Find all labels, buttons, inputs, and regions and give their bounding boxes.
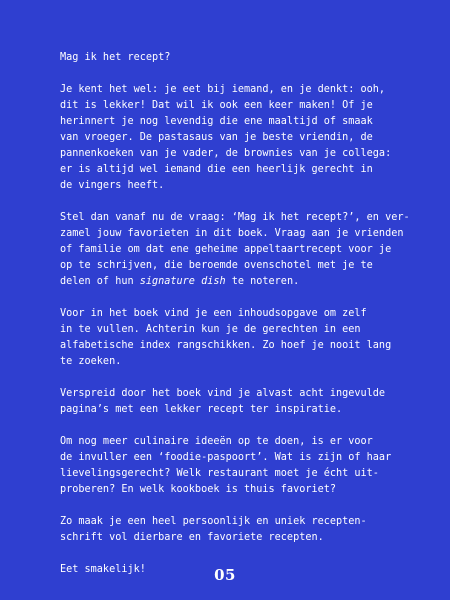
paragraph-line: Zo maak je een heel persoonlijk en uniek recepten-	[60, 516, 367, 527]
paragraph-summary	[60, 514, 392, 546]
paragraph-line: er is altijd wel iemand die een heerlijk gerecht in	[60, 164, 373, 175]
page-number: 05	[214, 566, 236, 584]
paragraph-line: Om nog meer culinaire ideeën op te doen, is er voor	[60, 436, 373, 447]
paragraph-intro	[60, 82, 392, 194]
paragraph-line: of familie om dat ene geheime appeltaartrecept voor je	[60, 244, 392, 255]
paragraph-line: de invuller een ‘foodie-paspoort’. Wat is zijn of haar	[60, 452, 392, 463]
paragraph-line: proberen? En welk kookboek is thuis favoriet?	[60, 484, 337, 495]
paragraph-line: Stel dan vanaf nu de vraag: ‘Mag ik het recept?’, en ver-	[60, 212, 410, 223]
paragraph-line: herinnert je nog levendig die ene maaltijd of smaak	[60, 116, 373, 127]
paragraph-inspiration	[60, 386, 392, 418]
paragraph-line: op te schrijven, die beroemde ovenschotel met je te	[60, 260, 373, 271]
paragraph-line: lievelingsgerecht? Welk restaurant moet je écht uit-	[60, 468, 379, 479]
line-text: te noteren.	[225, 276, 300, 287]
paragraph-passport	[60, 434, 392, 498]
paragraph-line: zamel jouw favorieten in dit boek. Vraag aan je vrienden	[60, 228, 404, 239]
paragraph-line: te zoeken.	[60, 356, 122, 367]
paragraph-line: pagina’s met een lekker recept ter inspiratie.	[60, 404, 343, 415]
line-text: delen of hun	[60, 276, 140, 287]
paragraph-question	[60, 210, 410, 290]
paragraph-line: alfabetische index rangschikken. Zo hoef je nooit lang	[60, 340, 392, 351]
paragraph-contents	[60, 306, 392, 370]
paragraph-line: de vingers heeft.	[60, 180, 165, 191]
paragraph-line: Verspreid door het boek vind je alvast acht ingevulde	[60, 388, 386, 399]
paragraph-line: in te vullen. Achterin kun je de gerechten in een	[60, 324, 361, 335]
paragraph-line	[60, 274, 392, 290]
paragraph-line: dit is lekker! Dat wil ik ook een keer maken! Of je	[60, 100, 373, 111]
paragraph-line: schrift vol dierbare en favoriete recepten.	[60, 532, 324, 543]
paragraph-line: pannenkoeken van je vader, de brownies van je collega:	[60, 148, 392, 159]
emphasized-text: signature dish	[139, 276, 226, 287]
paragraph-line: van vroeger. De pastasaus van je beste vriendin, de	[60, 132, 373, 143]
paragraph-line: Voor in het boek vind je een inhoudsopgave om zelf	[60, 308, 367, 319]
page-title: Mag ik het recept?	[60, 52, 171, 63]
paragraph-line: Je kent het wel: je eet bij iemand, en je denkt: ooh,	[60, 84, 386, 95]
closing-line: Eet smakelijk!	[60, 564, 146, 575]
